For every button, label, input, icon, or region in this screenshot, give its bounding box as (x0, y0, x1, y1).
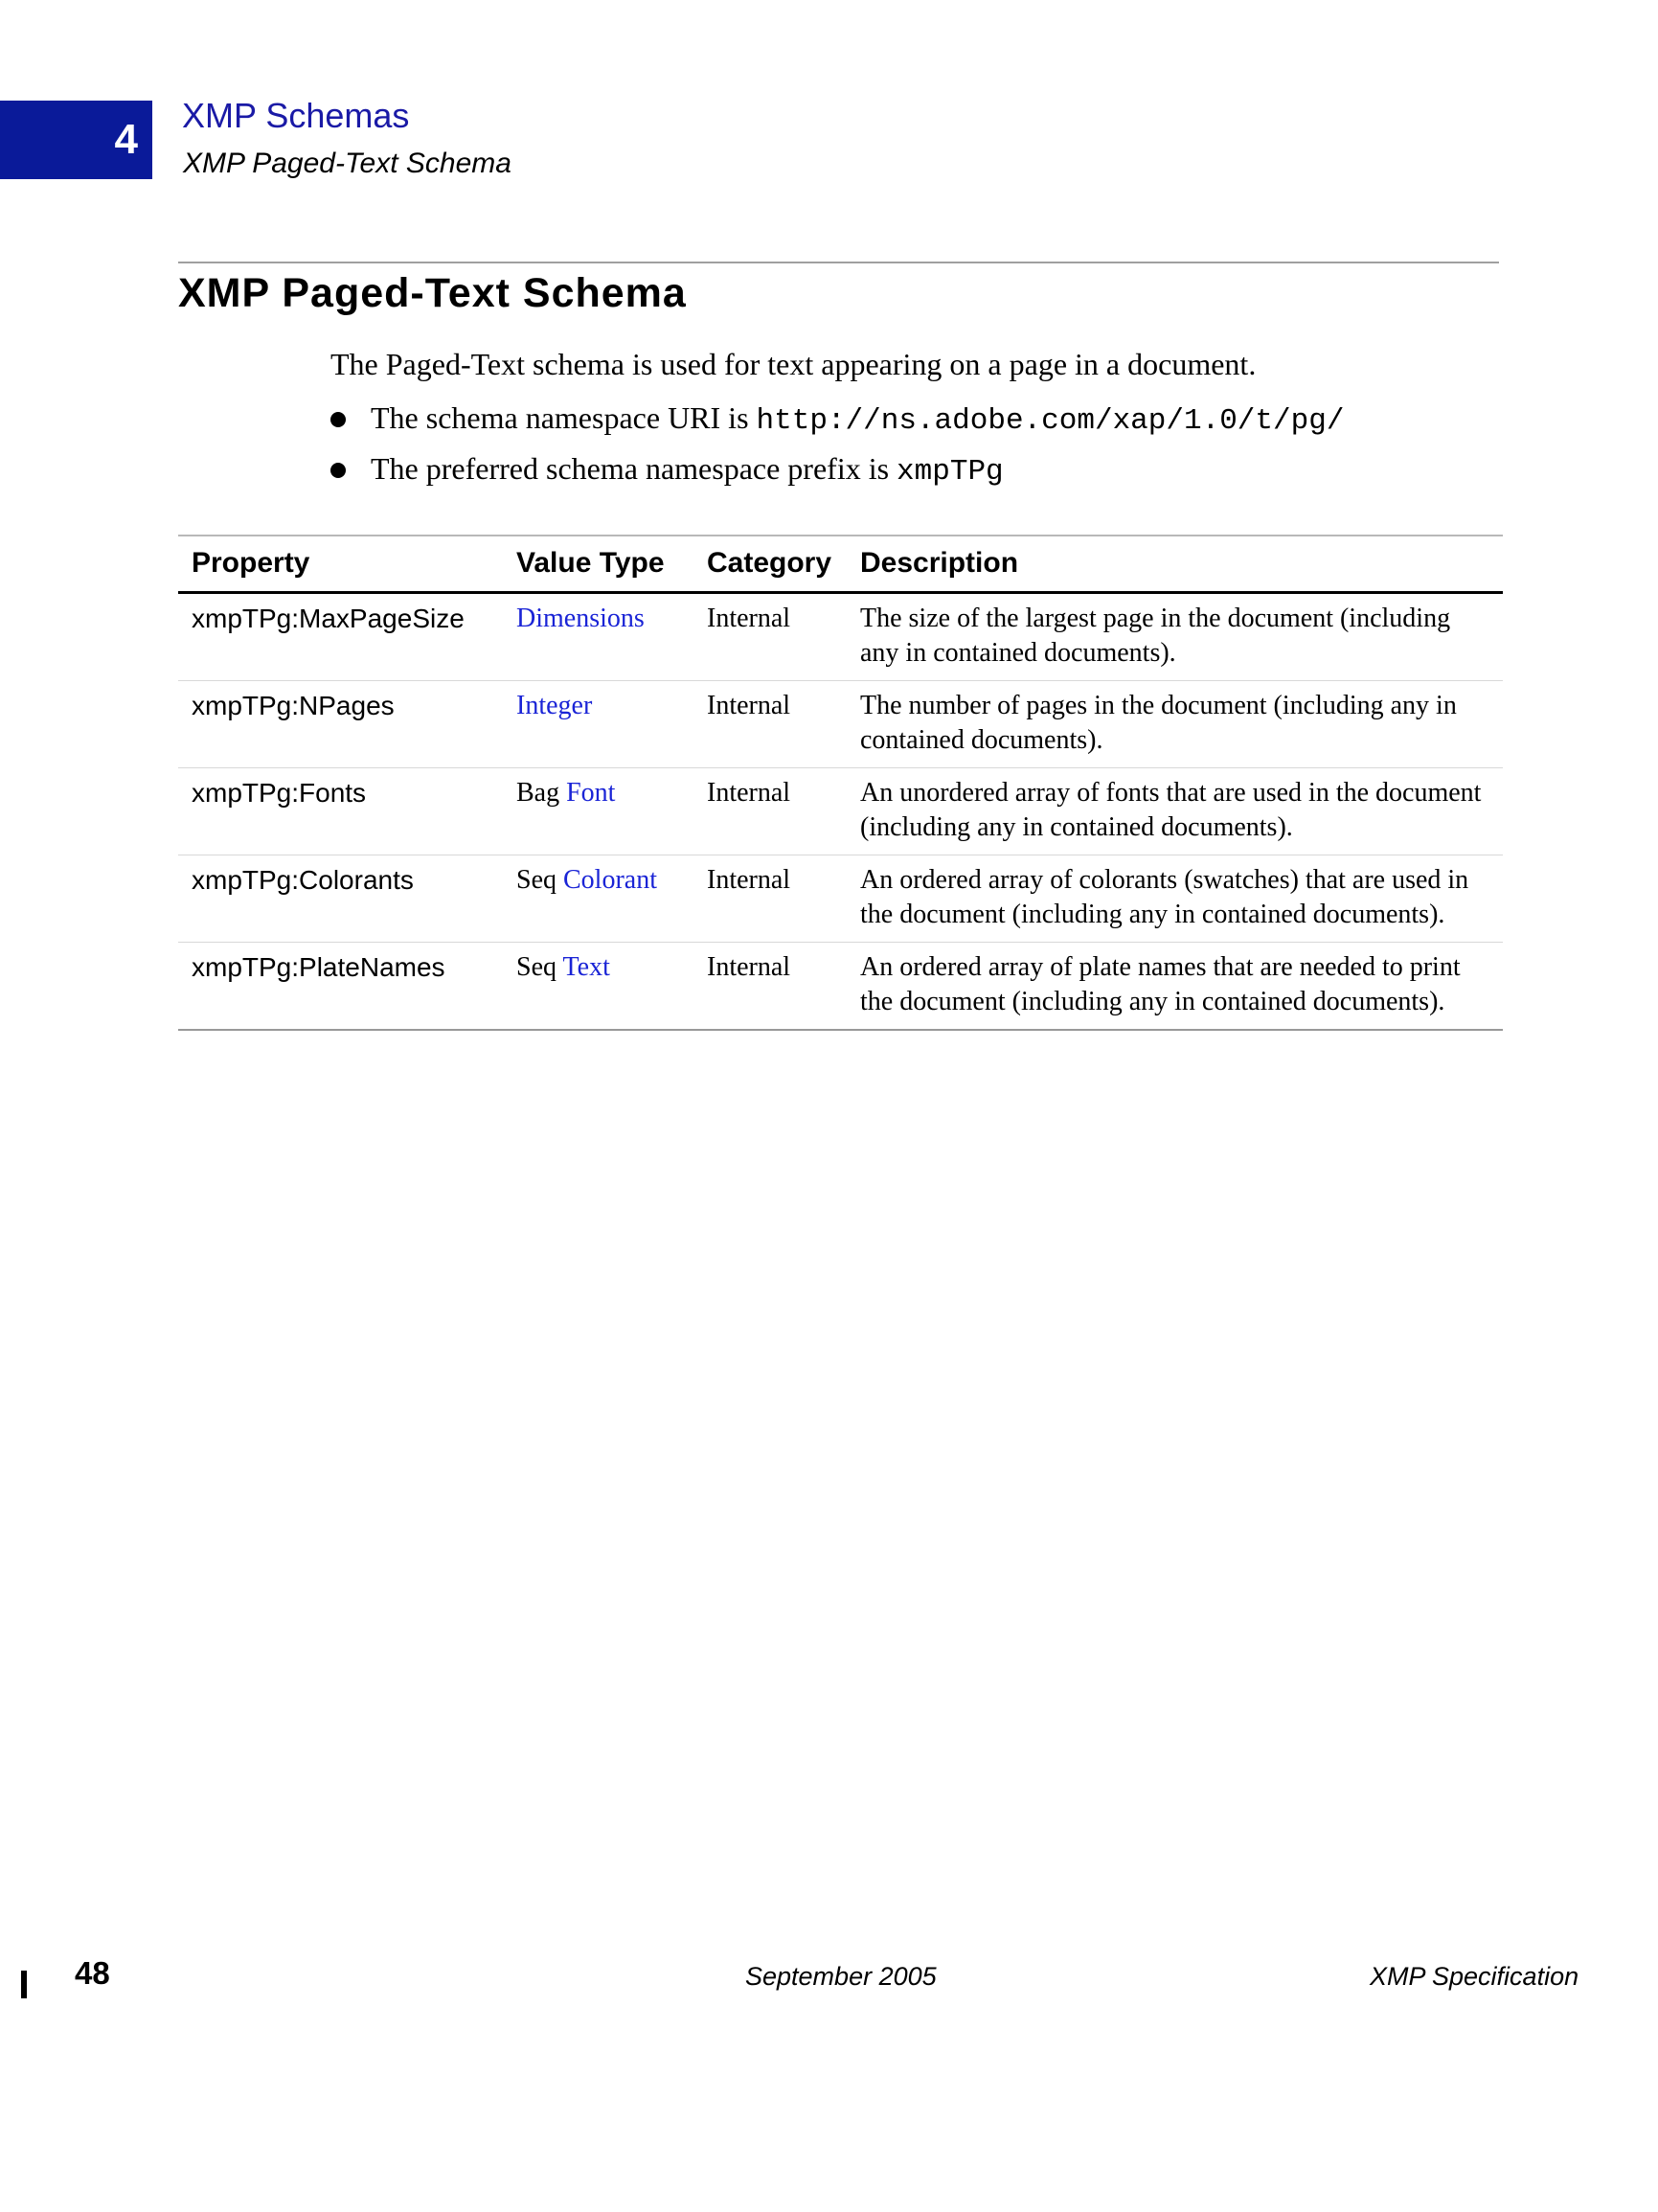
bullet-icon (330, 412, 346, 427)
description: An ordered array of plate names that are needed to print the document (including any in contained documents). (860, 952, 1461, 1016)
description: The size of the largest page in the document (including any in contained documents). (860, 604, 1451, 668)
column-header-value-type: Value Type (516, 546, 665, 579)
value-type (503, 943, 693, 1031)
value-type-link[interactable]: Integer (516, 691, 593, 720)
value-type-link[interactable]: Font (566, 778, 616, 808)
properties-table (178, 535, 1503, 1031)
bullet-text: The preferred schema namespace prefix is (371, 451, 897, 486)
section-divider (178, 262, 1499, 263)
table-row (178, 768, 1503, 855)
footer-date: September 2005 (745, 1962, 937, 1991)
namespace-prefix-code: xmpTPg (897, 455, 1004, 489)
value-type-prefix: Seq (516, 952, 563, 982)
table-header-row (178, 536, 1503, 593)
table-row (178, 681, 1503, 768)
table-row (178, 943, 1503, 1031)
chapter-number-tab (0, 101, 152, 179)
table-row (178, 855, 1503, 943)
footer-document-title: XMP Specification (1370, 1962, 1579, 1991)
value-type-link[interactable]: Text (562, 952, 610, 982)
value-type-link[interactable]: Dimensions (516, 604, 645, 633)
intro-paragraph: The Paged-Text schema is used for text appearing on a page in a document. (330, 347, 1257, 381)
property-name: xmpTPg:Fonts (192, 778, 367, 808)
description: An unordered array of fonts that are used in the document (including any in contained documents). (860, 778, 1482, 842)
change-bar (21, 1971, 27, 1998)
property-name: xmpTPg:MaxPageSize (192, 604, 465, 633)
value-type-link[interactable]: Colorant (563, 865, 657, 895)
chapter-number: 4 (114, 116, 138, 163)
value-type-prefix: Bag (516, 778, 567, 808)
property-name: xmpTPg:PlateNames (192, 952, 445, 982)
category: Internal (707, 691, 791, 720)
chapter-title[interactable]: XMP Schemas (182, 96, 410, 135)
property-name: xmpTPg:NPages (192, 691, 395, 720)
category: Internal (707, 778, 791, 808)
property-name: xmpTPg:Colorants (192, 865, 414, 895)
value-type (503, 681, 693, 768)
section-heading: XMP Paged-Text Schema (178, 270, 687, 316)
namespace-uri-code: http://ns.adobe.com/xap/1.0/t/pg/ (756, 404, 1345, 438)
bullet-item-namespace-prefix (330, 449, 1344, 500)
page-number: 48 (75, 1955, 110, 1991)
column-header-property: Property (192, 546, 310, 579)
value-type-prefix: Seq (516, 865, 563, 895)
bullet-icon (330, 463, 346, 478)
category: Internal (707, 952, 791, 982)
value-type (503, 593, 693, 681)
column-header-description: Description (860, 546, 1019, 579)
section-subtitle: XMP Paged-Text Schema (183, 148, 511, 179)
description: The number of pages in the document (including any in contained documents). (860, 691, 1457, 755)
category: Internal (707, 865, 791, 895)
description: An ordered array of colorants (swatches) that are used in the document (including any in contained documents). (860, 865, 1469, 929)
bullet-item-namespace-uri (330, 399, 1344, 449)
category: Internal (707, 604, 791, 633)
table-row (178, 593, 1503, 681)
bullet-list (330, 399, 1344, 500)
value-type (503, 855, 693, 943)
column-header-category: Category (707, 546, 832, 579)
bullet-text: The schema namespace URI is (371, 400, 757, 435)
value-type (503, 768, 693, 855)
